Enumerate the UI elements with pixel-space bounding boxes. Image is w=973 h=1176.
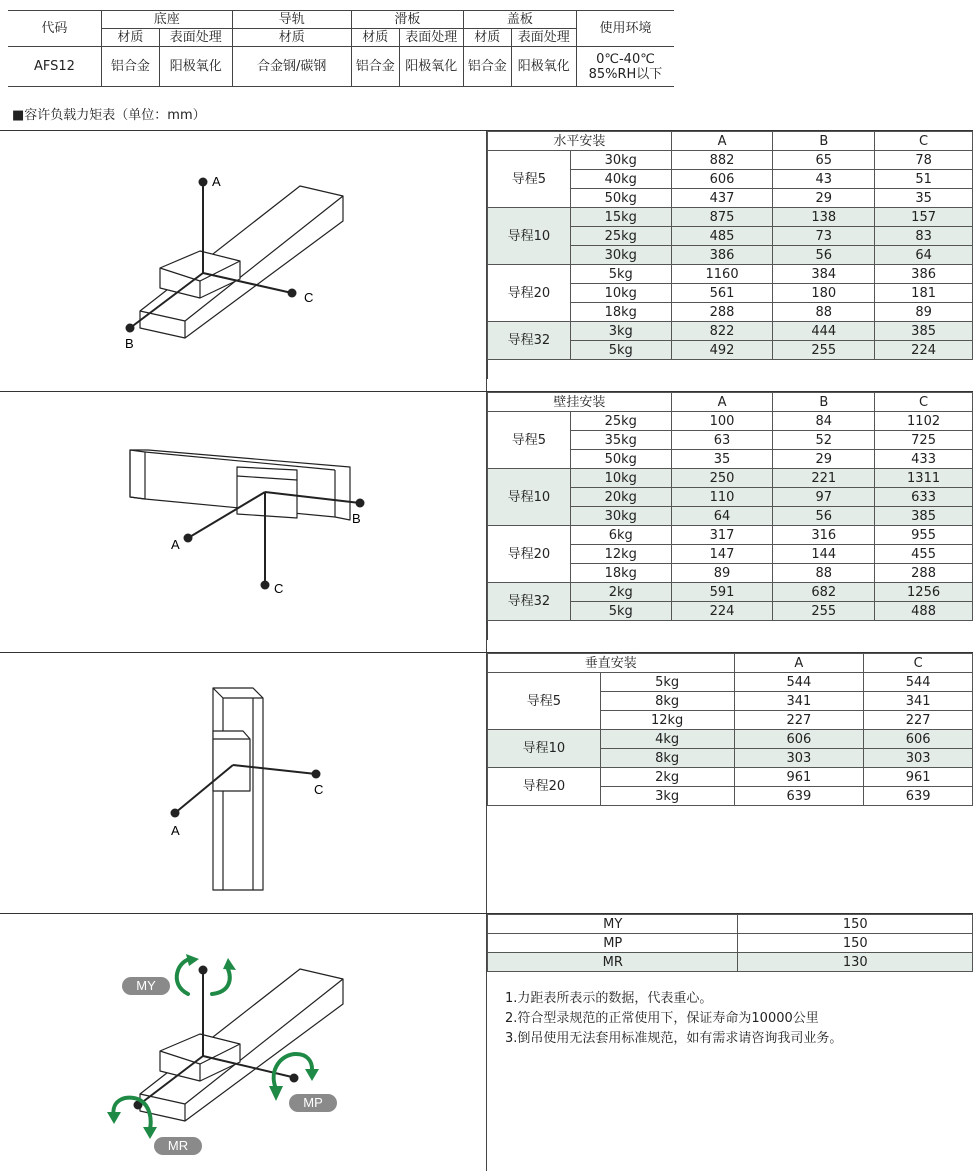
lead-group: 导程32 — [488, 322, 571, 360]
moment-value: 1102 — [875, 412, 973, 431]
moment-value: 639 — [864, 787, 973, 806]
moment-name: MP — [488, 934, 738, 953]
cover-material-value: 铝合金 — [463, 47, 511, 87]
vertical-mount-diagram — [0, 653, 487, 913]
table-row — [488, 526, 973, 545]
table-header-row — [488, 132, 973, 151]
moment-value: 303 — [864, 749, 973, 768]
moment-value: 52 — [773, 431, 875, 450]
moment-value: 682 — [773, 583, 875, 602]
empty-row — [488, 621, 973, 640]
moment-value: 78 — [875, 151, 973, 170]
base-header: 底座 — [101, 11, 232, 29]
moment-value: 221 — [773, 469, 875, 488]
moment-value: 224 — [671, 602, 773, 621]
lead-group: 导程20 — [488, 526, 571, 583]
rail-material-value: 合金钢/碳钢 — [232, 47, 351, 87]
moment-row — [488, 953, 973, 972]
moment-value: 561 — [671, 284, 773, 303]
horizontal-diagram — [0, 131, 487, 391]
moment-value: 341 — [864, 692, 973, 711]
load-weight: 25kg — [570, 227, 671, 246]
moment-table — [487, 914, 973, 972]
table-row — [488, 208, 973, 227]
moment-value: 227 — [734, 711, 864, 730]
lead-group: 导程10 — [488, 469, 571, 526]
code-header: 代码 — [8, 11, 101, 47]
axis-label-a: A — [212, 174, 221, 189]
column-header: B — [773, 132, 875, 151]
moment-value: 341 — [734, 692, 864, 711]
column-header: B — [773, 393, 875, 412]
moment-value: 150 — [738, 915, 973, 934]
rail-header: 导轨 — [232, 11, 351, 29]
vertical-load-table — [487, 653, 973, 806]
moment-value: 65 — [773, 151, 875, 170]
moment-value: 385 — [875, 322, 973, 341]
lead-group: 导程10 — [488, 730, 601, 768]
load-weight: 12kg — [570, 545, 671, 564]
moment-value: 35 — [875, 189, 973, 208]
load-weight: 12kg — [600, 711, 734, 730]
mp-label: MP — [303, 1095, 323, 1110]
moment-value: 255 — [773, 341, 875, 360]
moment-value: 64 — [875, 246, 973, 265]
load-weight: 15kg — [570, 208, 671, 227]
moment-value: 100 — [671, 412, 773, 431]
wall-section — [0, 391, 973, 652]
load-weight: 10kg — [570, 469, 671, 488]
cover-header: 盖板 — [463, 11, 576, 29]
load-weight: 50kg — [570, 450, 671, 469]
base-surface-value: 阳极氧化 — [159, 47, 232, 87]
slider-header: 滑板 — [351, 11, 463, 29]
slider-surface-header: 表面处理 — [399, 29, 463, 47]
moment-name: MR — [488, 953, 738, 972]
moment-value: 130 — [738, 953, 973, 972]
table-row — [488, 412, 973, 431]
moment-row — [488, 915, 973, 934]
code-value: AFS12 — [8, 47, 101, 87]
vertical-section — [0, 652, 973, 913]
axis-label-a: A — [171, 537, 180, 552]
table-row — [488, 322, 973, 341]
load-weight: 5kg — [570, 265, 671, 284]
moment-value: 150 — [738, 934, 973, 953]
empty-cell — [488, 621, 973, 640]
moment-value: 63 — [671, 431, 773, 450]
moment-value: 385 — [875, 507, 973, 526]
moment-value: 303 — [734, 749, 864, 768]
load-weight: 18kg — [570, 303, 671, 322]
moment-value: 1311 — [875, 469, 973, 488]
moment-value: 1256 — [875, 583, 973, 602]
cover-surface-value: 阳极氧化 — [511, 47, 576, 87]
caption: ■容许负载力矩表（单位：mm） — [12, 108, 206, 123]
moment-value: 180 — [773, 284, 875, 303]
load-weight: 4kg — [600, 730, 734, 749]
empty-row — [488, 360, 973, 379]
table-header-row — [488, 654, 973, 673]
moment-value: 485 — [671, 227, 773, 246]
table-row — [488, 583, 973, 602]
cover-surface-header: 表面处理 — [511, 29, 576, 47]
moment-value: 316 — [773, 526, 875, 545]
moment-diagram — [0, 914, 487, 1171]
load-weight: 5kg — [570, 341, 671, 360]
moment-value: 633 — [875, 488, 973, 507]
moment-value: 88 — [773, 303, 875, 322]
lead-group: 导程10 — [488, 208, 571, 265]
column-header: A — [734, 654, 864, 673]
note-3: 3.倒吊使用无法套用标准规范，如有需求请咨询我司业务。 — [505, 1031, 843, 1046]
moment-value: 84 — [773, 412, 875, 431]
load-weight: 5kg — [570, 602, 671, 621]
wall-diagram — [0, 392, 487, 652]
moment-value: 56 — [773, 246, 875, 265]
moment-value: 288 — [671, 303, 773, 322]
spec-table — [8, 10, 674, 87]
moment-value: 591 — [671, 583, 773, 602]
lead-group: 导程5 — [488, 673, 601, 730]
load-weight: 2kg — [600, 768, 734, 787]
lead-group: 导程5 — [488, 151, 571, 208]
table-row — [488, 469, 973, 488]
moment-value: 56 — [773, 507, 875, 526]
moment-value: 288 — [875, 564, 973, 583]
load-weight: 25kg — [570, 412, 671, 431]
horizontal-section — [0, 130, 973, 391]
table-title: 垂直安装 — [488, 654, 735, 673]
moment-value: 437 — [671, 189, 773, 208]
lead-group: 导程32 — [488, 583, 571, 621]
moment-value: 224 — [875, 341, 973, 360]
moment-value: 384 — [773, 265, 875, 284]
load-weight: 30kg — [570, 507, 671, 526]
load-weight: 5kg — [600, 673, 734, 692]
load-weight: 3kg — [600, 787, 734, 806]
moment-value: 110 — [671, 488, 773, 507]
axis-label-c: C — [314, 782, 324, 797]
moment-value: 544 — [864, 673, 973, 692]
load-weight: 8kg — [600, 749, 734, 768]
vertical-diagram — [0, 653, 487, 913]
moment-value: 181 — [875, 284, 973, 303]
slider-surface-value: 阳极氧化 — [399, 47, 463, 87]
moment-value: 1160 — [671, 265, 773, 284]
axis-label-c: C — [304, 290, 314, 305]
cover-material-header: 材质 — [463, 29, 511, 47]
table-row — [488, 730, 973, 749]
moment-value: 255 — [773, 602, 875, 621]
moment-value: 138 — [773, 208, 875, 227]
notes — [505, 989, 842, 1049]
env-value — [576, 47, 674, 87]
empty-cell — [488, 360, 973, 379]
moment-value: 488 — [875, 602, 973, 621]
moment-value: 433 — [875, 450, 973, 469]
moment-value: 639 — [734, 787, 864, 806]
lead-group: 导程5 — [488, 412, 571, 469]
load-weight: 35kg — [570, 431, 671, 450]
lead-group: 导程20 — [488, 768, 601, 806]
base-material-header: 材质 — [101, 29, 159, 47]
moment-value: 144 — [773, 545, 875, 564]
moment-value: 444 — [773, 322, 875, 341]
moment-value: 725 — [875, 431, 973, 450]
moment-value: 29 — [773, 450, 875, 469]
column-header: A — [671, 132, 773, 151]
load-weight: 6kg — [570, 526, 671, 545]
column-header: A — [671, 393, 773, 412]
moment-value: 606 — [864, 730, 973, 749]
my-label: MY — [136, 978, 156, 993]
moment-value: 89 — [671, 564, 773, 583]
column-header: C — [875, 393, 973, 412]
moment-value: 606 — [671, 170, 773, 189]
table-title: 水平安装 — [488, 132, 672, 151]
moment-section — [0, 913, 973, 1171]
note-2: 2.符合型录规范的正常使用下，保证寿命为10000公里 — [505, 1011, 819, 1026]
base-material-value: 铝合金 — [101, 47, 159, 87]
moment-value: 544 — [734, 673, 864, 692]
moment-directions-diagram — [0, 914, 487, 1172]
moment-value: 455 — [875, 545, 973, 564]
load-weight: 18kg — [570, 564, 671, 583]
env-header: 使用环境 — [576, 11, 674, 47]
moment-value: 64 — [671, 507, 773, 526]
moment-value: 147 — [671, 545, 773, 564]
moment-value: 88 — [773, 564, 875, 583]
moment-name: MY — [488, 915, 738, 934]
horizontal-load-table — [487, 131, 973, 379]
load-weight: 30kg — [570, 151, 671, 170]
moment-value: 875 — [671, 208, 773, 227]
load-weight: 3kg — [570, 322, 671, 341]
moment-value: 89 — [875, 303, 973, 322]
moment-value: 250 — [671, 469, 773, 488]
moment-value: 97 — [773, 488, 875, 507]
moment-value: 43 — [773, 170, 875, 189]
moment-value: 157 — [875, 208, 973, 227]
moment-value: 822 — [671, 322, 773, 341]
moment-value: 955 — [875, 526, 973, 545]
moment-value: 83 — [875, 227, 973, 246]
moment-value: 51 — [875, 170, 973, 189]
moment-value: 73 — [773, 227, 875, 246]
rail-material-header: 材质 — [232, 29, 351, 47]
wall-load-table — [487, 392, 973, 640]
column-header: C — [864, 654, 973, 673]
load-weight: 30kg — [570, 246, 671, 265]
moment-value: 961 — [864, 768, 973, 787]
mr-label: MR — [167, 1138, 189, 1153]
moment-value: 492 — [671, 341, 773, 360]
moment-value: 386 — [671, 246, 773, 265]
load-weight: 2kg — [570, 583, 671, 602]
base-surface-header: 表面处理 — [159, 29, 232, 47]
moment-value: 29 — [773, 189, 875, 208]
wall-mount-diagram — [0, 392, 487, 652]
moment-value: 227 — [864, 711, 973, 730]
axis-label-c: C — [274, 581, 284, 596]
slider-material-header: 材质 — [351, 29, 399, 47]
table-header-row — [488, 393, 973, 412]
load-weight: 40kg — [570, 170, 671, 189]
moment-value: 882 — [671, 151, 773, 170]
table-row — [488, 768, 973, 787]
load-weight: 50kg — [570, 189, 671, 208]
axis-label-a: A — [171, 823, 180, 838]
moment-value: 961 — [734, 768, 864, 787]
load-weight: 8kg — [600, 692, 734, 711]
table-row — [488, 265, 973, 284]
moment-value: 317 — [671, 526, 773, 545]
slider-material-value: 铝合金 — [351, 47, 399, 87]
env-temperature: 0℃-40℃ — [596, 51, 655, 67]
horizontal-mount-diagram — [0, 131, 487, 391]
axis-label-b: B — [352, 511, 361, 526]
table-row — [488, 673, 973, 692]
moment-value: 606 — [734, 730, 864, 749]
lead-group: 导程20 — [488, 265, 571, 322]
load-weight: 20kg — [570, 488, 671, 507]
column-header: C — [875, 132, 973, 151]
load-weight: 10kg — [570, 284, 671, 303]
moment-value: 35 — [671, 450, 773, 469]
moment-value: 386 — [875, 265, 973, 284]
table-title: 壁挂安装 — [488, 393, 672, 412]
env-humidity: 85%RH以下 — [588, 66, 663, 82]
note-1: 1.力距表所表示的数据，代表重心。 — [505, 991, 713, 1006]
moment-row — [488, 934, 973, 953]
axis-label-b: B — [125, 336, 134, 351]
table-row — [488, 151, 973, 170]
